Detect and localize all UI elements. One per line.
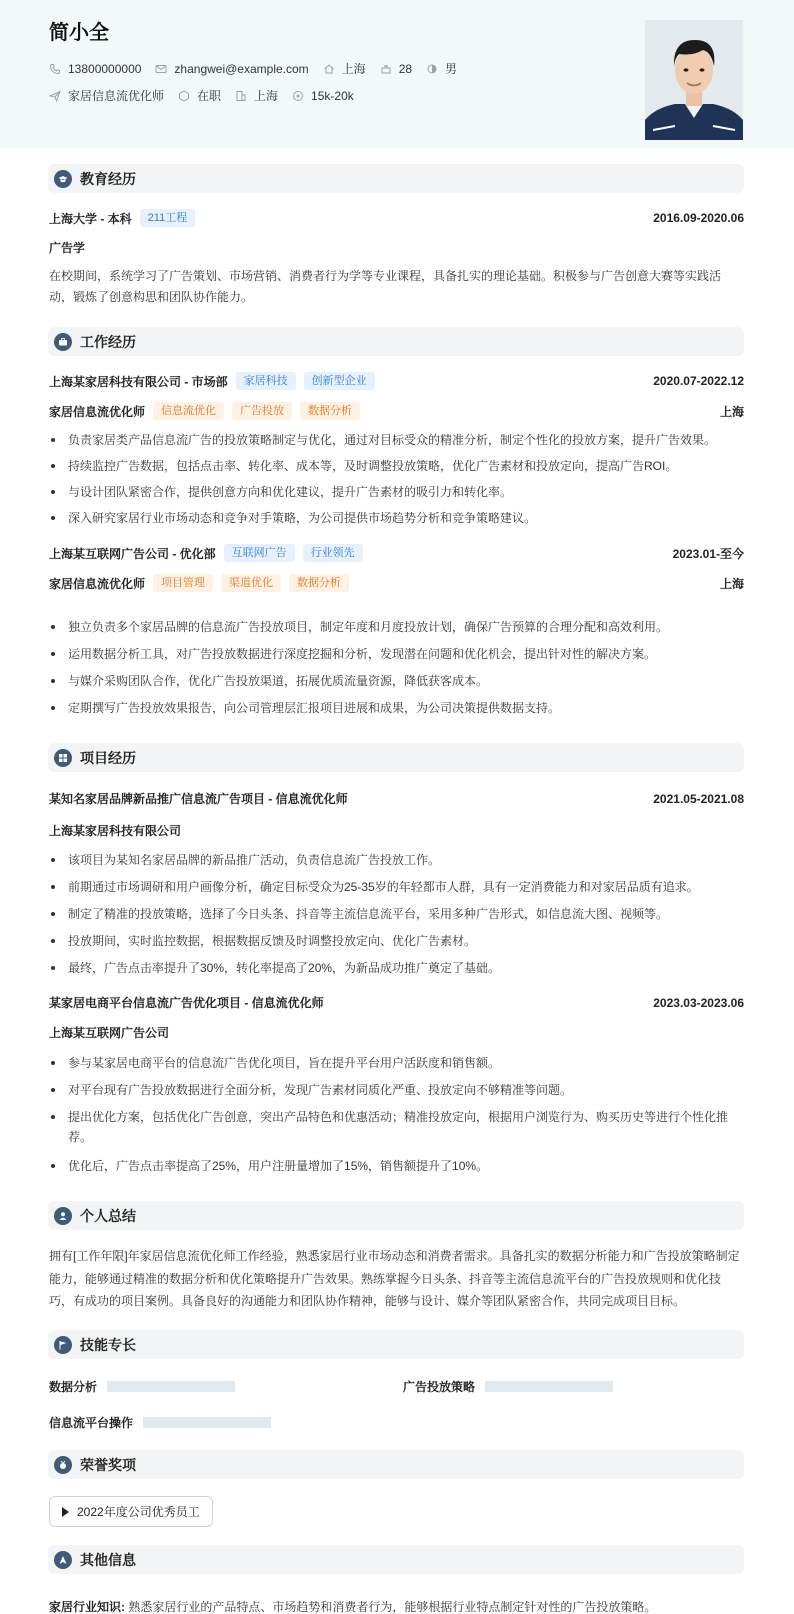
skill-tag: 广告投放	[232, 402, 292, 420]
project-bullet: 提出优化方案，包括优化广告创意，突出产品特色和优惠活动；精准投放定向，根据用户浏览行为、购买历史等进行个性化推荐。	[49, 1107, 744, 1147]
target-city-info	[235, 87, 278, 104]
company-tag: 家居科技	[236, 372, 296, 390]
education-desc: 在校期间，系统学习了广告策划、市场营销、消费者行为学等专业课程，具备扎实的理论基础。积极参与广告创意大赛等实践活动，锻炼了创意构思和团队协作能力。	[49, 269, 722, 304]
section-title: 荣誉奖项	[80, 1456, 136, 1473]
city-info	[323, 60, 366, 77]
skill-bar	[485, 1381, 613, 1392]
section-title: 项目经历	[80, 749, 136, 766]
school-tag: 211工程	[140, 209, 196, 227]
company-tag: 行业领先	[303, 544, 363, 562]
medal-icon	[54, 1456, 72, 1474]
skill-tag: 项目管理	[153, 574, 213, 592]
work-header	[49, 544, 744, 562]
target-city: 上海	[254, 89, 279, 103]
phone-icon	[49, 63, 61, 75]
email-address: zhangwei@example.com	[174, 61, 309, 76]
phone-number: 13800000000	[68, 61, 142, 76]
target-job-info	[49, 87, 164, 104]
job-intent-row	[49, 87, 368, 104]
job-role: 家居信息流优化师	[49, 576, 146, 591]
work-bullet: 负责家居类产品信息流广告的投放策略制定与优化，通过对目标受众的精准分析，制定个性化的投放方案，提升广告效果。	[49, 430, 744, 450]
work-header	[49, 372, 744, 390]
section-title: 其他信息	[80, 1551, 136, 1568]
work-bullet: 独立负责多个家居品牌的信息流广告投放项目，制定年度和月度投放计划，确保广告预算的合理分配和高效利用。	[49, 617, 744, 637]
work-bullet: 持续监控广告数据，包括点击率、转化率、成本等，及时调整投放策略，优化广告素材和投放定向，提高广告ROI。	[49, 456, 744, 476]
project-title: 某家居电商平台信息流广告优化项目 - 信息流优化师	[49, 996, 324, 1010]
work-bullet: 运用数据分析工具，对广告投放数据进行深度挖掘和分析，发现潜在问题和优化机会，提出针对性的解决方案。	[49, 644, 744, 664]
education-period: 2016.09-2020.06	[653, 211, 744, 225]
major: 广告学	[49, 241, 86, 255]
work-bullet: 深入研究家居行业市场动态和竞争对手策略，为公司提供市场趋势分析和竞争策略建议。	[49, 508, 744, 528]
project-bullet: 该项目为某知名家居品牌的新品推广活动，负责信息流广告投放工作。	[49, 850, 744, 870]
award-item[interactable]	[49, 1496, 213, 1527]
section-project	[48, 743, 744, 772]
section-title: 工作经历	[80, 333, 136, 350]
skill-bar	[107, 1381, 235, 1392]
work-period: 2020.07-2022.12	[653, 374, 744, 388]
other-info	[49, 1598, 656, 1614]
project-bullet: 对平台现有广告投放数据进行全面分析，发现广告素材同质化严重、投放定向不够精准等问题。	[49, 1080, 744, 1100]
company-tag: 创新型企业	[304, 372, 375, 390]
skill-tag: 数据分析	[289, 574, 349, 592]
send-icon	[49, 90, 61, 102]
graduation-icon	[54, 170, 72, 188]
section-education	[48, 164, 744, 193]
skill-item	[49, 1414, 271, 1431]
salary-icon	[292, 90, 304, 102]
job-role: 家居信息流优化师	[49, 404, 146, 419]
section-work	[48, 327, 744, 356]
play-icon	[62, 1507, 69, 1517]
work-location: 上海	[719, 576, 744, 591]
project-period: 2021.05-2021.08	[653, 791, 744, 806]
salary-value: 15k-20k	[311, 88, 354, 103]
work-bullet: 定期撰写广告投放效果报告，向公司管理层汇报项目进展和成果，为公司决策提供数据支持。	[49, 698, 744, 718]
target-job: 家居信息流优化师	[68, 89, 165, 103]
project-header	[49, 790, 744, 807]
work-role-row	[49, 574, 744, 592]
project-company-row	[49, 1024, 744, 1041]
gender-value: 男	[445, 62, 458, 76]
work-role-row	[49, 402, 744, 420]
project-title: 某知名家居品牌新品推广信息流广告项目 - 信息流优化师	[49, 792, 348, 806]
user-icon	[54, 1207, 72, 1225]
section-other	[48, 1545, 744, 1574]
section-title: 技能专长	[80, 1336, 136, 1353]
email-info	[155, 62, 308, 76]
mail-icon	[155, 63, 167, 75]
skill-tag: 渠道优化	[221, 574, 281, 592]
section-summary	[48, 1201, 744, 1230]
project-bullet: 优化后，广告点击率提高了25%，用户注册量增加了15%，销售额提升了10%。	[49, 1156, 744, 1176]
phone-info	[49, 62, 141, 76]
section-title: 教育经历	[80, 170, 136, 187]
age-value: 28	[398, 61, 413, 76]
contact-row	[49, 60, 471, 77]
home-icon	[323, 63, 335, 75]
skill-name: 数据分析	[49, 1380, 98, 1394]
project-bullet: 制定了精准的投放策略，选择了今日头条、抖音等主流信息流平台，采用多种广告形式，如信息流大图、视频等。	[49, 904, 744, 924]
city-value: 上海	[341, 62, 366, 76]
skill-item	[403, 1378, 613, 1395]
project-bullet: 参与某家居电商平台的信息流广告优化项目，旨在提升平台用户活跃度和销售额。	[49, 1053, 744, 1073]
award-icon	[54, 1551, 72, 1569]
skill-tag: 数据分析	[300, 402, 360, 420]
skill-name: 信息流平台操作	[49, 1416, 134, 1430]
section-awards	[48, 1450, 744, 1479]
project-company: 上海某家居科技有限公司	[49, 824, 182, 838]
award-name: 2022年度公司优秀员工	[77, 1505, 200, 1519]
skill-item	[49, 1378, 235, 1395]
salary-info	[292, 89, 354, 103]
status-icon	[178, 90, 190, 102]
skill-tag: 信息流优化	[153, 402, 224, 420]
gender-info	[426, 60, 457, 77]
project-period: 2023.03-2023.06	[653, 995, 744, 1010]
other-label: 家居行业知识:	[49, 1600, 125, 1614]
flag-icon	[54, 1336, 72, 1354]
profile-photo	[645, 20, 743, 140]
project-header	[49, 994, 744, 1011]
project-bullet: 最终，广告点击率提升了30%，转化率提高了20%，为新品成功推广奠定了基础。	[49, 958, 744, 978]
candidate-name: 简小全	[49, 22, 109, 44]
work-period: 2023.01-至今	[672, 546, 744, 561]
status-info	[178, 87, 221, 104]
company-name: 上海某家居科技有限公司 - 市场部	[49, 374, 228, 389]
education-header	[49, 209, 744, 227]
project-bullet: 投放期间，实时监控数据，根据数据反馈及时调整投放定向、优化广告素材。	[49, 931, 744, 951]
school-name: 上海大学 - 本科	[49, 211, 132, 226]
resume-header	[0, 0, 794, 148]
briefcase-icon	[54, 333, 72, 351]
work-location: 上海	[719, 404, 744, 419]
project-company-row	[49, 822, 744, 839]
summary-text: 拥有[工作年限]年家居信息流优化师工作经验，熟悉家居行业市场动态和消费者需求。具备扎实的数据分析能力和广告投放策略制定能力，能够通过精准的数据分析和优化策略提升广告效果。熟练掌握今日头条、抖音等主流信息流平台的广告投放规则和优化技巧，有成功的项目案例。具备良好的沟通能力和团队协作精神，能够与设计、媒介等团队紧密合作，共同完成项目目标。	[49, 1249, 740, 1308]
other-text: 熟悉家居行业的产品特点、市场趋势和消费者行为，能够根据行业特点制定针对性的广告投放策略。	[125, 1600, 657, 1614]
section-skills	[48, 1330, 744, 1359]
work-bullet: 与媒介采购团队合作，优化广告投放渠道，拓展优质流量资源，降低获客成本。	[49, 671, 744, 691]
project-bullet: 前期通过市场调研和用户画像分析，确定目标受众为25-35岁的年轻都市人群，具有一定消费能力和对家居品质有追求。	[49, 877, 744, 897]
job-status: 在职	[197, 89, 222, 103]
age-icon	[380, 63, 392, 75]
avatar-illustration	[645, 20, 743, 140]
skill-name: 广告投放策略	[403, 1380, 476, 1394]
gender-icon	[426, 63, 438, 75]
major-row	[49, 239, 744, 256]
building-icon	[235, 90, 247, 102]
project-company: 上海某互联网广告公司	[49, 1026, 170, 1040]
work-bullet: 与设计团队紧密合作，提供创意方向和优化建议，提升广告素材的吸引力和转化率。	[49, 482, 744, 502]
age-info	[380, 62, 412, 76]
company-name: 上海某互联网广告公司 - 优化部	[49, 546, 216, 561]
section-title: 个人总结	[80, 1207, 136, 1224]
company-tag: 互联网广告	[224, 544, 295, 562]
skill-bar	[143, 1417, 271, 1428]
grid-icon	[54, 749, 72, 767]
